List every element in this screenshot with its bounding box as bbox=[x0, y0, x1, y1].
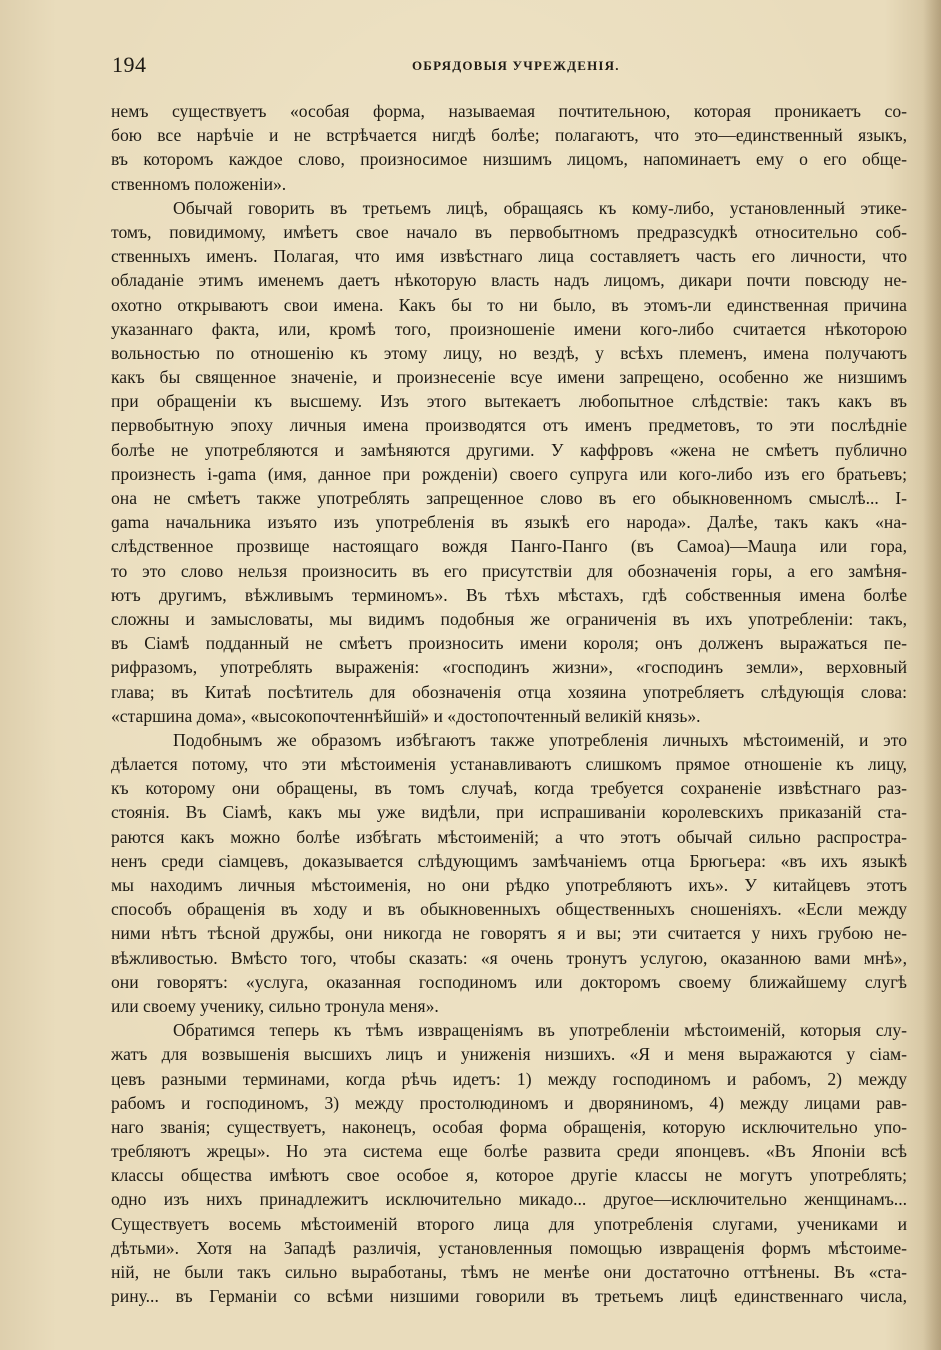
text-line: дѣтьми». Хотя на Западѣ различія, установленныя помощью извращенія формъ мѣстоиме- bbox=[111, 1237, 907, 1258]
text-line: раются какъ можно болѣе избѣгать мѣстоименій; а что этотъ обычай сильно распростра- bbox=[111, 826, 907, 847]
text-line: ственныхъ именъ. Полагая, что имя извѣстнаго лица составляетъ часть его личности, что bbox=[111, 246, 907, 267]
text-line: жатъ для возвышенія высшихъ лицъ и униженія низшихъ. «Я и меня выражаются у сіам- bbox=[111, 1044, 907, 1065]
text-line: дѣлается потому, что эти мѣстоименія устанавливаютъ слишкомъ прямое отношеніе къ лицу, bbox=[111, 754, 907, 775]
text-line: рифразомъ, употреблять выраженія: «господинъ жизни», «господинъ земли», верховный bbox=[111, 657, 907, 678]
page-number: 194 bbox=[112, 52, 147, 77]
text-line: сложны и замысловаты, мы видимъ подобныя же ограниченія въ ихъ употребленіи: такъ, bbox=[111, 608, 907, 629]
text-line: произнесть i-ɡama (имя, данное при рожденіи) своего супруга или кого-либо изъ его братьевъ; bbox=[111, 463, 907, 484]
text-line: то это слово нельзя произносить въ его присутствіи для обозначенія горы, а его замѣня- bbox=[111, 560, 907, 581]
text-line: мы находимъ личныя мѣстоименія, но они рѣдко употребляютъ ихъ». У китайцевъ этотъ bbox=[111, 875, 907, 895]
text-line: «старшина дома», «высокопочтеннѣйшій» и «достопочтенный великій князь». bbox=[111, 705, 701, 726]
text-line: вѣжливостью. Вмѣсто того, чтобы сказать: «я очень тронутъ услугою, оказанною вами мнѣ», bbox=[111, 947, 907, 968]
text-line: глава; въ Китаѣ посѣтитель для обозначенія отца хозяина употребляетъ слѣдующія слова: bbox=[111, 681, 907, 702]
text-line: обладаніе этимъ именемъ даетъ нѣкоторую власть надъ лицомъ, дикари почти повсюду не- bbox=[111, 270, 907, 291]
text-line: наго званія; существуетъ, наконецъ, особая форма обращенія, которую исключительно упо- bbox=[111, 1116, 907, 1137]
text-line: они говорятъ: «услуга, оказанная господиномъ или докторомъ своему ближайшему слугѣ bbox=[111, 971, 907, 992]
text-line: бою все нарѣчіе и не встрѣчается нигдѣ болѣе; полагаютъ, что это—единственный языкъ, bbox=[111, 125, 907, 146]
text-line: къ которому они обращены, въ томъ случаѣ, когда требуется сохраненіе извѣстнаго раз- bbox=[111, 778, 907, 799]
text-line: при обращеніи къ высшему. Изъ этого вытекаетъ любопытное слѣдствіе: такъ какъ въ bbox=[111, 391, 907, 412]
text-line: немъ существуетъ «особая форма, называемая почтительною, которая проникаетъ со- bbox=[111, 101, 907, 121]
text-line: рину... въ Германіи со всѣми низшими говорили въ третьемъ лицѣ единственнаго числа, bbox=[111, 1286, 907, 1307]
body-text bbox=[111, 99, 907, 1308]
text-line: болѣе не употребляются и замѣняются другими. У каффровъ «жена не смѣетъ публично bbox=[111, 439, 907, 460]
text-line: слѣдственное прозвище настоящаго вождя Панго-Панго (въ Самоа)—Mauŋa или гора, bbox=[111, 536, 907, 557]
text-line: вольностью по отношенію къ этому лицу, но вездѣ, у всѣхъ племенъ, имена получаютъ bbox=[111, 342, 907, 363]
text-line: ютъ другимъ, вѣжливымъ терминомъ». Въ тѣхъ мѣстахъ, гдѣ собственныя имена болѣе bbox=[111, 584, 907, 605]
text-line: первобытную эпоху личныя имена производятся отъ именъ предметовъ, то эти послѣдніе bbox=[111, 415, 907, 436]
text-line: или своему ученику, сильно тронула меня». bbox=[111, 995, 439, 1016]
text-line: она не смѣетъ также употреблять запрещенное слово въ его обыкновенномъ смыслѣ... I- bbox=[111, 488, 907, 508]
text-line: томъ, повидимому, имѣетъ свое начало въ первобытномъ предразсудкѣ относительно соб- bbox=[111, 221, 907, 242]
text-line: ними нѣтъ тѣсной дружбы, они никогда не говорятъ я и вы; эти считается у нихъ грубою не- bbox=[111, 923, 907, 944]
text-line: Существуетъ восемь мѣстоименій второго лица для употребленія слугами, учениками и bbox=[111, 1213, 907, 1234]
text-line: Обычай говорить въ третьемъ лицѣ, обращаясь къ кому-либо, установленный этике- bbox=[173, 197, 907, 218]
text-line: охотно открываютъ свои имена. Какъ бы то ни было, въ этомъ-ли единственная причина bbox=[111, 294, 907, 315]
text-line: ственномъ положеніи». bbox=[111, 173, 287, 194]
running-title: ОБРЯДОВЫЯ УЧРЕЖДЕНІЯ. bbox=[412, 58, 620, 73]
text-line: Подобнымъ же образомъ избѣгаютъ также употребленія личныхъ мѣстоименій, и это bbox=[173, 729, 907, 750]
page-header bbox=[112, 52, 902, 82]
text-line: ненъ среди сіамцевъ, доказывается слѣдующимъ замѣчаніемъ отца Брюгьера: «въ ихъ языкѣ bbox=[111, 850, 907, 871]
text-line: указаннаго факта, или, кромѣ того, произношеніе имени кого-либо считается нѣкоторою bbox=[111, 318, 907, 339]
text-line: стоянія. Въ Сіамѣ, какъ мы уже видѣли, при испрашиваніи королевскихъ приказаній ста- bbox=[111, 802, 907, 823]
text-line: въ которомъ каждое слово, произносимое низшимъ лицомъ, напоминаетъ ему о его обще- bbox=[111, 149, 907, 170]
text-line: требляютъ жрецы». Но эта система еще болѣе развита среди японцевъ. «Въ Японіи всѣ bbox=[111, 1141, 907, 1162]
text-line: одно изъ нихъ принадлежитъ исключительно микадо... другое—исключительно женщинамъ... bbox=[111, 1189, 907, 1210]
text-line: какъ бы священное значеніе, и произнесеніе всуе имени запрещено, особенно же низшимъ bbox=[111, 367, 907, 388]
text-line: классы общества имѣютъ свое особое я, которое другіе классы не могутъ употреблять; bbox=[111, 1165, 907, 1186]
text-line: ɡama начальника изъято изъ употребленія въ языкѣ его народа». Далѣе, такъ какъ «на- bbox=[111, 512, 907, 533]
text-line: въ Сіамѣ подданный не смѣетъ произносить имени короля; онъ долженъ выражаться пе- bbox=[111, 633, 907, 654]
text-line: рабомъ и господиномъ, 3) между простолюдиномъ и дворяниномъ, 4) между лицами рав- bbox=[111, 1092, 907, 1113]
page-edge-shadow bbox=[923, 0, 941, 1350]
text-line: ній, не были такъ сильно выработаны, тѣмъ не менѣе они достаточно оттѣнены. Въ «ста- bbox=[111, 1262, 907, 1282]
text-line: цевъ разными терминами, когда рѣчь идетъ: 1) между господиномъ и рабомъ, 2) между bbox=[111, 1068, 907, 1089]
text-line: Обратимся теперь къ тѣмъ извращеніямъ въ употребленіи мѣстоименій, которыя слу- bbox=[173, 1020, 907, 1041]
text-line: способъ обращенія въ ходу и въ обыкновенныхъ общественныхъ сношеніяхъ. «Если между bbox=[111, 899, 907, 920]
